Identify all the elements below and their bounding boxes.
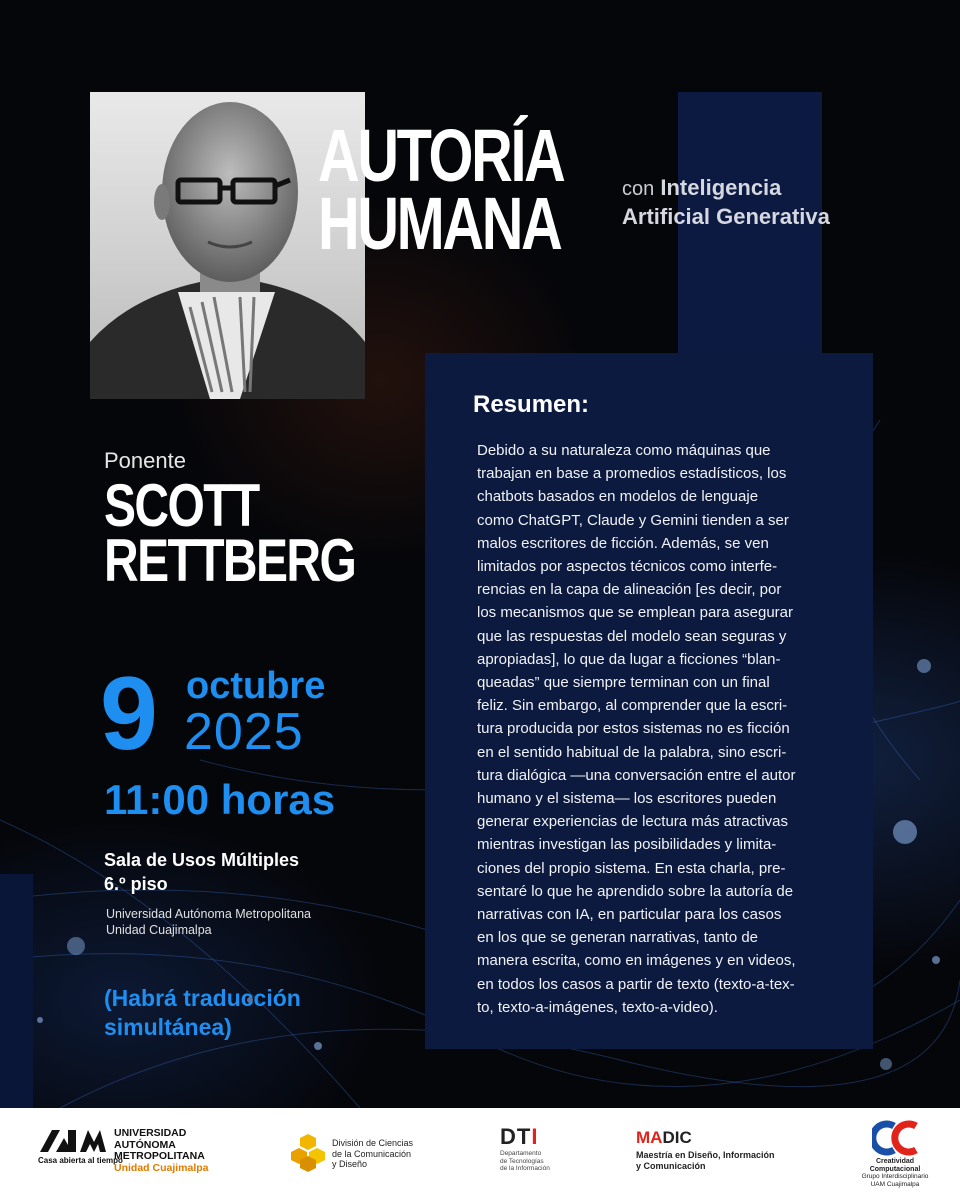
summary-line: mientras investigan las posibilidades y limita-	[477, 836, 777, 854]
dti-letter-i: I	[531, 1124, 539, 1149]
event-day: 9	[100, 656, 158, 772]
speaker-first-name: SCOTT	[104, 472, 259, 539]
dti-wordmark	[500, 1124, 538, 1150]
venue-room: Sala de Usos Múltiples	[104, 850, 300, 870]
summary-line: en los que se generan narrativas, tanto de	[477, 929, 759, 947]
institution-name: Universidad Autónoma Metropolitana	[106, 907, 311, 921]
uam-unit: Unidad Cuajimalpa	[114, 1161, 209, 1174]
summary-body	[477, 439, 845, 1019]
summary-line: que las respuestas del modelo sean seguras y	[477, 627, 787, 645]
translation-note-line-2: simultánea)	[104, 1014, 232, 1040]
dti-sub-line-3: de la Información	[500, 1165, 550, 1172]
uam-name-line-2: AUTÓNOMA	[114, 1138, 176, 1151]
cc-sub-line-1: Grupo Interdisciplinario	[861, 1173, 929, 1180]
summary-line: Debido a su naturaleza como máquinas que	[477, 442, 771, 459]
venue-floor: 6.º piso	[104, 874, 168, 894]
summary-line: tura producida por estos sistemas no es ficción	[477, 720, 790, 738]
uam-name-line-1: UNIVERSIDAD	[114, 1127, 187, 1139]
summary-line: queadas” que siempre terminan con un final	[477, 674, 770, 692]
speaker-name	[104, 472, 356, 594]
summary-line: rencias en la capa de alineación [es decir, por	[477, 581, 782, 599]
madic-dic: DIC	[662, 1128, 692, 1147]
summary-line: chatbots basados en modelos de lenguaje	[477, 488, 759, 506]
uam-name-line-3: METROPOLITANA	[114, 1150, 205, 1162]
summary-line: apropiadas], lo que da lugar a ficciones “blan-	[477, 650, 781, 668]
summary-line: manera escrita, como en imágenes y en videos,	[477, 952, 796, 970]
dti-subtitle	[500, 1150, 550, 1173]
dti-letters: DT	[500, 1124, 532, 1149]
sponsor-footer	[0, 1108, 960, 1200]
institution-unit: Unidad Cuajimalpa	[106, 923, 212, 937]
hexagon-cluster-icon	[290, 1132, 326, 1172]
summary-line: ciones del propio sistema. En esta charla, pre-	[477, 859, 786, 877]
summary-line: tura dialógica —una conversación entre el autor	[477, 766, 796, 784]
event-year: 2025	[184, 703, 304, 761]
event-time: 11:00 horas	[104, 776, 336, 823]
division-line-3: y Diseño	[332, 1159, 368, 1169]
cc-emblem-icon	[872, 1120, 920, 1156]
madic-sub-line-2: y Comunicación	[636, 1161, 706, 1171]
subtitle-line-1: Inteligencia	[660, 175, 782, 200]
summary-line: to, texto-a-imágenes, texto-a-video).	[477, 998, 718, 1016]
summary-line: en el sentido habitual de la palabra, sino escri-	[477, 743, 787, 761]
event-month: octubre	[186, 665, 326, 707]
subtitle-line-2: Artificial Generativa	[622, 204, 830, 229]
summary-line: en todos los casos a partir de texto (texto-a-tex-	[477, 975, 795, 993]
speaker-last-name: RETTBERG	[104, 527, 356, 594]
uam-emblem-icon	[38, 1126, 108, 1154]
summary-line: como ChatGPT, Claude y Gemini tienden a ser	[477, 511, 789, 529]
uam-tagline: Casa abierta al tiempo	[38, 1156, 123, 1165]
title-line-1: AUTORÍA	[318, 114, 564, 197]
translation-note-line-1: (Habrá traducción	[104, 985, 301, 1011]
summary-line: malos escritores de ficción. Además, se ven	[477, 534, 769, 552]
summary-line: sentaré lo que he aprendido sobre la autoría de	[477, 882, 794, 900]
venue-institution	[106, 906, 311, 938]
madic-ma: MA	[636, 1128, 663, 1147]
summary-line: limitados por aspectos técnicos como interfe-	[477, 558, 778, 576]
madic-sub-line-1: Maestría en Diseño, Información	[636, 1150, 775, 1160]
subtitle-prefix: con	[622, 178, 655, 200]
cc-name-line-1: Creatividad	[875, 1158, 915, 1165]
dti-sub-line-1: Departamento	[500, 1150, 542, 1157]
translation-note	[104, 984, 301, 1042]
summary-heading: Resumen:	[473, 391, 590, 418]
title-line-2: HUMANA	[318, 182, 561, 265]
venue	[104, 848, 299, 896]
division-line-1: División de Ciencias	[332, 1138, 414, 1148]
cc-name-line-2: Computacional	[869, 1165, 921, 1173]
cc-sub-line-2: UAM Cuajimalpa	[870, 1180, 920, 1188]
division-name	[332, 1138, 413, 1170]
event-title	[318, 114, 564, 265]
madic-subtitle	[636, 1150, 775, 1172]
uam-name	[114, 1128, 209, 1174]
summary-line: humano y el sistema— los escritores pueden	[477, 790, 777, 808]
madic-wordmark	[636, 1128, 692, 1148]
summary-line: feliz. Sin embargo, al comprender que la escri-	[477, 697, 788, 715]
dti-sub-line-2: de Tecnologías	[500, 1157, 544, 1165]
event-subtitle	[622, 174, 830, 231]
summary-line: los mecanismos que se emplean para asegurar	[477, 604, 794, 622]
division-line-2: de la Comunicación	[332, 1148, 412, 1159]
summary-line: narrativas con IA, en particular para los casos	[477, 906, 782, 924]
speaker-label: Ponente	[104, 448, 186, 473]
cc-name	[860, 1158, 930, 1188]
decorative-blue-bar-left	[0, 874, 33, 1108]
summary-panel	[425, 353, 873, 1049]
summary-line: generar experiencias de lectura más atractivas	[477, 813, 788, 831]
summary-line: trabajan en base a promedios estadísticos, los	[477, 465, 787, 483]
